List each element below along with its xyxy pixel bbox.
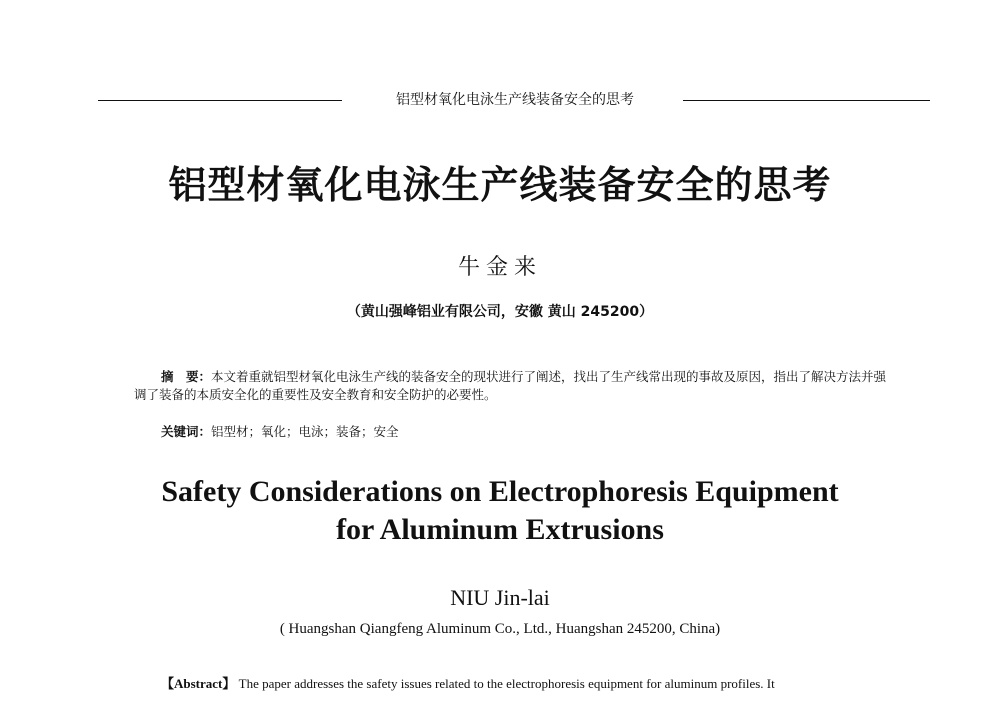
header-rule-right xyxy=(683,100,930,101)
chinese-author: 牛金来 xyxy=(457,255,542,280)
chinese-title: 铝型材氧化电泳生产线装备安全的思考 xyxy=(168,162,832,207)
english-abstract-label: 【Abstract】 xyxy=(161,676,236,691)
running-header xyxy=(98,90,930,110)
chinese-abstract xyxy=(134,368,891,404)
chinese-keywords-label: 关键词： xyxy=(161,424,212,439)
running-header-text: 铝型材氧化电泳生产线装备安全的思考 xyxy=(396,92,634,108)
header-rule-left xyxy=(98,100,342,101)
english-title-line-1: Safety Considerations on Electrophoresis Equipment xyxy=(161,475,839,508)
chinese-abstract-text: 本文着重就铝型材氧化电泳生产线的装备安全的现状进行了阐述，找出了生产线常出现的事故及原因，指出了解决方法并强调了装备的本质安全化的重要性及安全教育和安全防护的必要性。 xyxy=(134,369,887,402)
english-title xyxy=(0,473,1000,549)
english-abstract-text: The paper addresses the safety issues related to the electrophoresis equipment for aluminum profiles. It xyxy=(235,676,775,691)
chinese-affiliation: （黄山强峰铝业有限公司，安徽 黄山 245200） xyxy=(346,304,654,320)
english-title-line-2: for Aluminum Extrusions xyxy=(336,513,664,546)
english-author: NIU Jin-lai xyxy=(450,585,550,610)
chinese-abstract-label: 摘 要： xyxy=(161,369,212,384)
english-abstract xyxy=(134,674,891,694)
english-affiliation: ( Huangshan Qiangfeng Aluminum Co., Ltd., Huangshan 245200, China) xyxy=(279,621,721,637)
chinese-keywords-text: 铝型材；氧化；电泳；装备；安全 xyxy=(211,424,399,439)
chinese-keywords xyxy=(161,423,891,441)
